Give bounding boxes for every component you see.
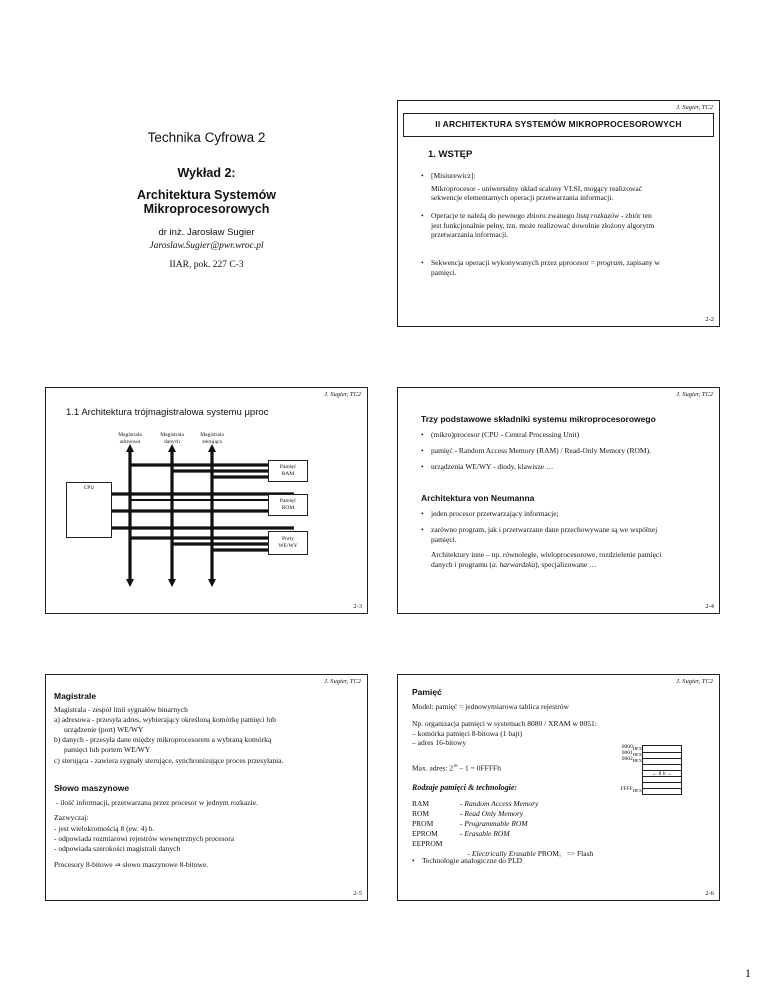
shared-memory-line2: pamięci. xyxy=(431,534,457,544)
data-bus-label: Magistrala danych xyxy=(160,432,184,445)
data-bus-desc-2: pamięci lub portem WE/WY xyxy=(64,744,151,754)
slide-2-2 xyxy=(397,100,720,327)
address-bus-desc: a) adresowa - przesyła adres, wybierający określoną komórkę pamięci lub xyxy=(54,715,276,724)
memory-types-heading: Rodzaje pamięci & technologie: xyxy=(412,783,518,792)
address-0001: $0001_{HEX}$ xyxy=(621,750,642,758)
program-text-mu: μprocesor = xyxy=(558,258,597,267)
slide-2-3 xyxy=(45,387,368,614)
address-size: – adres 16-bitowy xyxy=(412,738,467,747)
mem-prom: PROM xyxy=(412,819,434,828)
course-title: Technika Cyfrowa 2 xyxy=(147,130,266,145)
slide-author: J. Sugier, TC2 xyxy=(324,391,361,398)
bullet-source: • [Misiurewicz]: xyxy=(421,171,476,181)
slide-heading: Trzy podstawowe składniki systemu mikroprocesorowego xyxy=(421,414,656,424)
section-banner xyxy=(403,113,714,137)
mem-rom: ROM xyxy=(412,809,430,818)
slide-heading: 1.1 Architektura trójmagistralowa systemu μproc xyxy=(66,407,269,418)
bullet-instruction-list xyxy=(421,211,652,221)
lecture-topic-line2: Mikroprocesorowych xyxy=(143,202,270,216)
lecturer-name: dr inż. Jarosław Sugier xyxy=(158,227,255,238)
cpu-label: CPU xyxy=(83,485,95,491)
slide-number: 2-2 xyxy=(705,316,714,323)
buses-heading: Magistrale xyxy=(54,691,97,701)
usually-label: Zazwyczaj: xyxy=(54,813,89,822)
slide-2-5 xyxy=(45,674,368,901)
lecturer-room: IIAR, pok. 227 C-3 xyxy=(169,260,244,270)
slide-author: J. Sugier, TC2 xyxy=(324,678,361,685)
bullet-shared-memory: • zarówno program, jak i przetwarzane dane przechowywane są we wspólnej xyxy=(421,525,657,535)
definition-line2: sekwencje elementarnych operacji przetwarzania informacji. xyxy=(431,193,614,202)
program-text-em: program xyxy=(596,258,623,267)
section-heading: 1. WSTĘP xyxy=(428,149,473,160)
control-bus-label: Magistrala sterująca xyxy=(200,432,224,445)
slide-author: J. Sugier, TC2 xyxy=(676,104,713,111)
section-banner-title: II ARCHITEKTURA SYSTEMÓW MIKROPROCESOROWYCH xyxy=(435,119,682,129)
program-text-post: , zapisany w xyxy=(622,258,660,267)
mem-eeprom-desc: - Electrically Erasable PROM; => Flash xyxy=(467,848,594,858)
page-number: 1 xyxy=(745,966,751,980)
cell-width-label: ← 8 b → xyxy=(651,771,673,777)
max-address: Max. adres: $2^{16} - 1$ = 0FFFFh xyxy=(412,763,501,773)
data-bus-desc: b) danych - przesyła dane między mikroprocesorem a wybraną komórką xyxy=(54,735,272,744)
usually-item3: - odpowiada szerokości magistrali danych xyxy=(54,843,181,853)
slide-number: 2-6 xyxy=(705,890,714,897)
program-text-pre: Sekwencja operacji wykonywanych przez xyxy=(431,258,559,267)
von-neumann-heading: Architektura von Neumanna xyxy=(421,493,535,503)
instr-text-em: listą rozkazów xyxy=(576,211,619,220)
slide-2-6 xyxy=(397,674,720,901)
machine-word-def: - ilość informacji, przetwarzana przez procesor w jednym rozkazie. xyxy=(54,798,258,807)
slide-number: 2-3 xyxy=(353,603,362,610)
mem-prom-desc: - Programmable ROM xyxy=(460,819,528,828)
cpu-block xyxy=(66,482,112,538)
bullet-cpu: • (mikro)procesor (CPU - Central Processing Unit) xyxy=(421,430,579,440)
program-line2: pamięci. xyxy=(431,267,457,277)
instr-text-post: - zbiór ten xyxy=(619,211,652,220)
memory-org-example: Np. organizacja pamięci w systemach 8080 / XRAM w 8051: xyxy=(412,719,597,728)
ram-block: Pamięć RAM xyxy=(268,460,308,482)
io-ports-block: Porty WE/WY xyxy=(268,531,308,555)
instr-text-pre: Operacje te należą do pewnego zbioru zwanego xyxy=(431,211,577,220)
slide-author: J. Sugier, TC2 xyxy=(676,391,713,398)
memory-array xyxy=(642,745,682,795)
bullet-one-processor: • jeden procesor przetwarzający informacje; xyxy=(421,509,559,519)
address-ffff: $FFFF_{HEX}$ xyxy=(620,786,642,794)
usually-item2: - odpowiada rozmiarowi rejestrów wewnętrznych procesora xyxy=(54,833,235,843)
instr-line2: jest funkcjonalnie pełny, tzn. może realizować dowolnie złożony algorytm xyxy=(431,220,655,230)
lecturer-email: Jaroslaw.Sugier@pwr.wroc.pl xyxy=(149,241,264,251)
mem-ram-desc: - Random Access Memory xyxy=(460,799,539,808)
slide-author: J. Sugier, TC2 xyxy=(676,678,713,685)
usually-item1: - jest wielokrotnością 8 (ew. 4) b. xyxy=(54,823,155,833)
memory-heading: Pamięć xyxy=(412,687,442,697)
bullet-pld-technologies: • Technologie analogiczne do PLD xyxy=(412,856,522,866)
bullet-program xyxy=(421,258,660,268)
memory-cell-size: – komórka pamięci 8-bitowa (1 bajt) xyxy=(412,728,523,738)
address-bus-desc-2: urządzenie (port) WE/WY xyxy=(64,724,144,734)
slide-number: 2-4 xyxy=(705,603,714,610)
lecture-number: Wykład 2: xyxy=(177,166,236,180)
rom-block: Pamięć ROM xyxy=(268,494,308,516)
bullet-memory: • pamięć - Random Access Memory (RAM) / Read-Only Memory (ROM). xyxy=(421,446,651,456)
slide-title xyxy=(45,100,368,327)
instr-line3: przetwarzania informacji. xyxy=(431,230,509,239)
machine-word-heading: Słowo maszynowe xyxy=(54,783,130,793)
bullet-io: • urządzenia WE/WY - diody, klawisze … xyxy=(421,462,553,472)
mem-eprom: EPROM xyxy=(412,829,438,838)
mem-ram: RAM xyxy=(412,799,430,808)
address-bus-label: Magistrala adresowa xyxy=(118,432,142,445)
memory-model: Model: pamięć = jednowymiarowa tablica rejestrów xyxy=(412,702,569,711)
lecture-topic-line1: Architektura Systemów xyxy=(137,188,276,202)
address-0000: $0000_{HEX}$ xyxy=(621,744,642,752)
control-bus-desc: c) sterująca - zawiera sygnały sterujące, synchronizujące proces przesyłania. xyxy=(54,756,284,765)
eight-bit-note: Procesory 8-bitowe ⇒ słowo maszynowe 8-bitowe. xyxy=(54,860,209,869)
mem-rom-desc: - Read Only Memory xyxy=(460,809,524,818)
slide-2-4 xyxy=(397,387,720,614)
slide-number: 2-5 xyxy=(353,890,362,897)
bus-definition: Magistrala - zespół linii sygnałów binarnych xyxy=(54,705,188,714)
other-architectures-line1: Architektury inne – np. równoległe, wieloprocesorowe, rozdzielenie pamięci xyxy=(431,550,662,559)
other-architectures-line2: danych i programu (a. harwardzka), specjalizowane … xyxy=(431,559,597,569)
definition-line1: Mikroprocesor - uniwersalny układ scalony VLSI, mogący realizować xyxy=(431,184,643,193)
mem-eprom-desc: - Erasable ROM xyxy=(460,829,510,838)
mem-eeprom: EEPROM xyxy=(412,839,443,848)
address-0002: $0002_{HEX}$ xyxy=(621,756,642,764)
